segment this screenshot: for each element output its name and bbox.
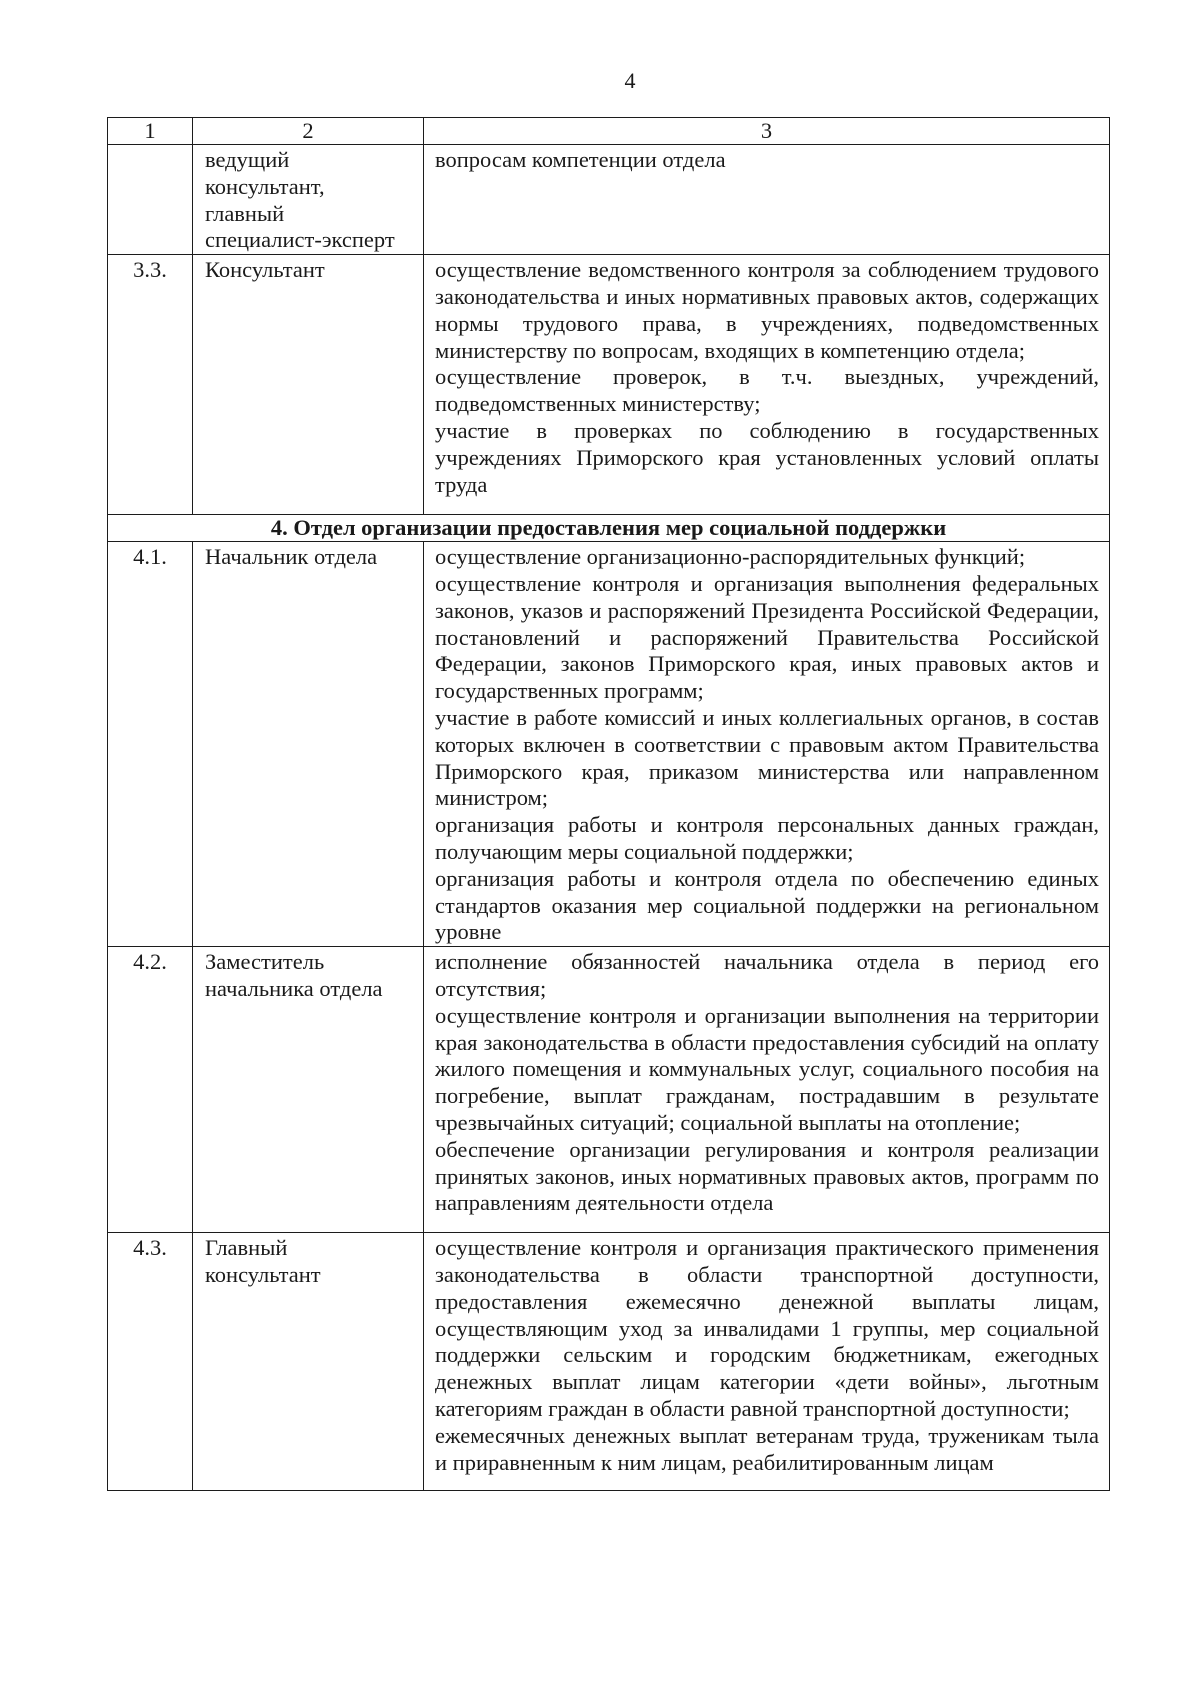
position-cell [193, 1233, 424, 1491]
row-number: 4.2. [108, 947, 193, 1233]
row-number: 4.3. [108, 1233, 193, 1491]
column-header-3: 3 [424, 118, 1110, 145]
position-line: начальника отдела [205, 975, 383, 1001]
column-header-2: 2 [193, 118, 424, 145]
duty-paragraph: участие в работе комиссий и иных коллегиальных органов, в состав которых включен в соответствии с правовым актом Правительства Приморского края, приказом министерства или направленном министром; [435, 704, 1099, 811]
position-line: специалист-эксперт [205, 227, 395, 253]
duties-cell [424, 542, 1110, 947]
column-header-1: 1 [108, 118, 193, 145]
section-title: 4. Отдел организации предоставления мер социальной поддержки [108, 515, 1110, 542]
duties-cell [424, 145, 1110, 255]
row-number: 4.1. [108, 542, 193, 947]
duty-paragraph: организация работы и контроля персональных данных граждан, получающим меры социальной поддержки; [435, 812, 1099, 864]
row-number: 3.3. [108, 255, 193, 515]
duties-cell [424, 255, 1110, 515]
duty-paragraph: осуществление контроля и организация практического применения законодательства в области транспортной доступности, предоставления ежемесячно денежной выплаты лицам, осуществляющим уход за инвалидами 1 группы, мер социальной поддержки сельским и городским бюджетникам, ежегодных денежных выплат лицам категории «дети войны», льготным категориям граждан в области равной транспортной доступности; [435, 1235, 1099, 1421]
duty-paragraph: участие в проверках по соблюдению в государственных учреждениях Приморского края установленных условий оплаты труда [435, 417, 1099, 497]
duties-table [107, 117, 1110, 1491]
position-cell [193, 255, 424, 515]
duty-paragraph: осуществление контроля и организации выполнения на территории края законодательства в области предоставления субсидий на оплату жилого помещения и коммунальных услуг, социального пособия на погребение, выплат гражданам, пострадавшим в результате чрезвычайных ситуаций; социальной выплаты на отопление; [435, 1002, 1099, 1135]
position-cell [193, 145, 424, 255]
row-number [108, 145, 193, 255]
table-row [108, 1233, 1110, 1491]
position-line: главный [205, 200, 285, 226]
position-line: Начальник отдела [205, 544, 378, 570]
table-row [108, 542, 1110, 947]
section-title-row [108, 515, 1110, 542]
duty-paragraph: организация работы и контроля отдела по обеспечению единых стандартов оказания мер социальной поддержки на региональном уровне [435, 865, 1099, 945]
page-number: 4 [624, 68, 636, 93]
table-header-row [108, 118, 1110, 145]
duty-paragraph: осуществление организационно-распорядительных функций; [435, 544, 1026, 570]
position-line: консультант [205, 1261, 321, 1287]
position-line: Главный [205, 1235, 288, 1261]
table-row [108, 145, 1110, 255]
duty-paragraph: осуществление проверок, в т.ч. выездных, учреждений, подведомственных министерству; [435, 364, 1099, 417]
position-cell [193, 947, 424, 1233]
duty-paragraph: обеспечение организации регулирования и контроля реализации принятых законов, иных нормативных правовых актов, программ по направлениям деятельности отдела [435, 1136, 1099, 1216]
duty-paragraph: осуществление контроля и организация выполнения федеральных законов, указов и распоряжений Президента Российской Федерации, постановлений и распоряжений Правительства Российской Федерации, законов Приморского края, иных правовых актов и государственных программ; [435, 570, 1099, 704]
duties-cell [424, 947, 1110, 1233]
duties-cell [424, 1233, 1110, 1491]
position-cell [193, 542, 424, 947]
duty-paragraph: ежемесячных денежных выплат ветеранам труда, труженикам тыла и приравненным к ним лицам, реабилитированным лицам [435, 1422, 1099, 1475]
duty-paragraph: осуществление ведомственного контроля за соблюдением трудового законодательства и иных нормативных правовых актов, содержащих нормы трудового права, в учреждениях, подведомственных министерству по вопросам, входящих в компетенцию отдела; [435, 257, 1099, 363]
position-line: Заместитель [205, 949, 325, 975]
duty-paragraph: исполнение обязанностей начальника отдела в период его отсутствия; [435, 949, 1099, 1001]
position-line: консультант, [205, 173, 325, 199]
table-row [108, 255, 1110, 515]
table-row [108, 947, 1110, 1233]
position-line: ведущий [205, 147, 290, 172]
duty-paragraph: вопросам компетенции отдела [435, 147, 726, 172]
position-line: Консультант [205, 257, 325, 283]
